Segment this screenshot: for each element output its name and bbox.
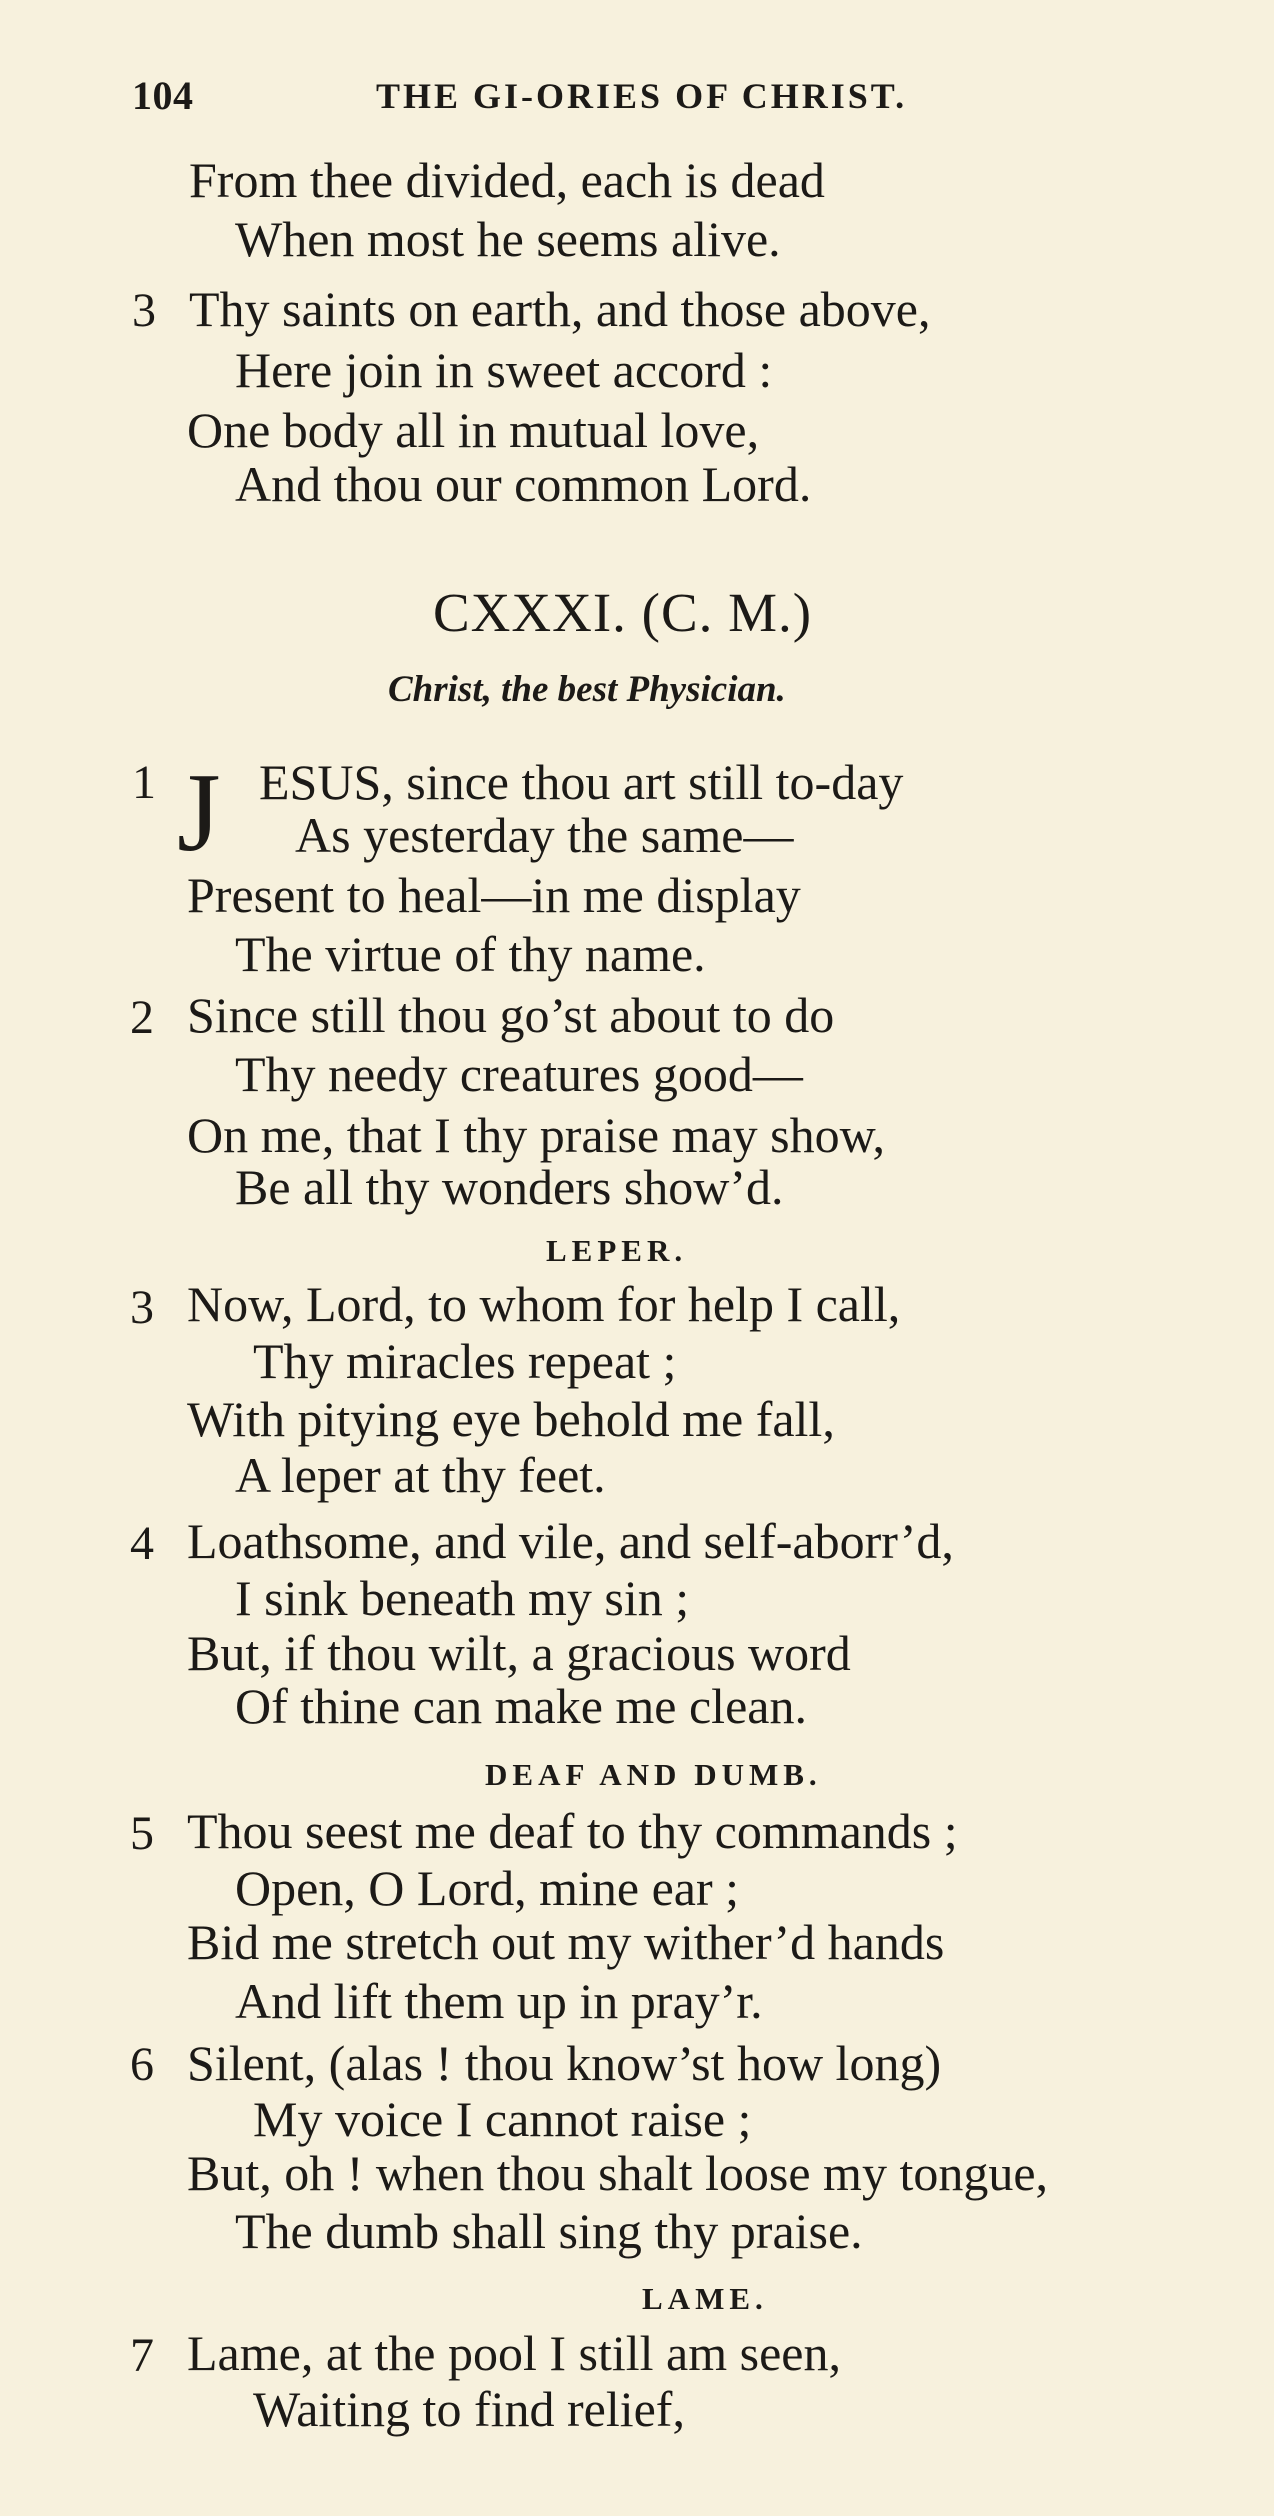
stanza4-line-3: But, if thou wilt, a gracious word xyxy=(187,1625,851,1681)
section-heading-deaf-and-dumb: DEAF AND DUMB. xyxy=(485,1757,822,1792)
section-heading-lame: LAME. xyxy=(642,2281,768,2316)
stanza3-line-1: Now, Lord, to whom for help I call, xyxy=(187,1276,901,1332)
stanza5-line-2: Open, O Lord, mine ear ; xyxy=(235,1860,740,1916)
stanza5-line-1: Thou seest me deaf to thy commands ; xyxy=(187,1803,958,1859)
hymn-subtitle: Christ, the best Physician. xyxy=(388,669,786,710)
verse3-top-line-1: Thy saints on earth, and those above, xyxy=(189,281,931,337)
stanza4-line-4: Of thine can make me clean. xyxy=(235,1678,807,1734)
stanza3-line-2: Thy miracles repeat ; xyxy=(253,1333,677,1389)
stanza6-line-3: But, oh ! when thou shalt loose my tongue, xyxy=(187,2145,1049,2201)
verse3-top-line-4: And thou our common Lord. xyxy=(235,456,812,512)
stanza2-line-4: Be all thy wonders show’d. xyxy=(235,1159,784,1215)
stanza7-line-2: Waiting to find relief, xyxy=(253,2381,685,2437)
stanza-number-2: 2 xyxy=(130,991,154,1044)
stanza7-line-1: Lame, at the pool I still am seen, xyxy=(187,2325,841,2381)
stanza4-line-2: I sink beneath my sin ; xyxy=(235,1570,690,1626)
stanza-number-6: 6 xyxy=(130,2038,154,2091)
stanza-number-1: 1 xyxy=(132,756,156,809)
stanza-number-7: 7 xyxy=(130,2329,154,2382)
stanza1-line-1: ESUS, since thou art still to-day xyxy=(259,754,904,810)
stanza1-line-4: The virtue of thy name. xyxy=(235,926,706,982)
stanza-number-5: 5 xyxy=(130,1807,154,1860)
stanza2-line-1: Since still thou go’st about to do xyxy=(187,987,835,1043)
stanza5-line-4: And lift them up in pray’r. xyxy=(235,1973,763,2029)
continued-line-1: From thee divided, each is dead xyxy=(189,152,825,208)
verse-number-3-top: 3 xyxy=(132,284,156,337)
page-number: 104 xyxy=(132,73,194,118)
hymn-number: CXXXI. (C. M.) xyxy=(433,582,813,643)
stanza1-line-3: Present to heal—in me display xyxy=(187,867,801,923)
drop-cap: J xyxy=(177,751,221,875)
section-heading-leper: LEPER. xyxy=(546,1233,688,1268)
stanza6-line-4: The dumb shall sing thy praise. xyxy=(235,2203,863,2259)
stanza6-line-2: My voice I cannot raise ; xyxy=(253,2091,752,2147)
stanza5-line-3: Bid me stretch out my wither’d hands xyxy=(187,1914,945,1970)
verse3-top-line-2: Here join in sweet accord : xyxy=(235,342,773,398)
stanza1-line-2: As yesterday the same— xyxy=(295,807,794,863)
verse3-top-line-3: One body all in mutual love, xyxy=(187,402,760,458)
continued-line-2: When most he seems alive. xyxy=(235,211,781,267)
stanza-number-4: 4 xyxy=(130,1517,154,1570)
stanza3-line-3: With pitying eye behold me fall, xyxy=(187,1391,835,1447)
stanza3-line-4: A leper at thy feet. xyxy=(235,1447,606,1503)
stanza2-line-3: On me, that I thy praise may show, xyxy=(187,1107,885,1163)
running-title: THE GI-ORIES OF CHRIST. xyxy=(376,76,908,116)
stanza4-line-1: Loathsome, and vile, and self-aborr’d, xyxy=(187,1513,954,1569)
stanza6-line-1: Silent, (alas ! thou know’st how long) xyxy=(187,2035,942,2091)
stanza2-line-2: Thy needy creatures good— xyxy=(235,1046,803,1102)
stanza-number-3: 3 xyxy=(130,1281,154,1334)
